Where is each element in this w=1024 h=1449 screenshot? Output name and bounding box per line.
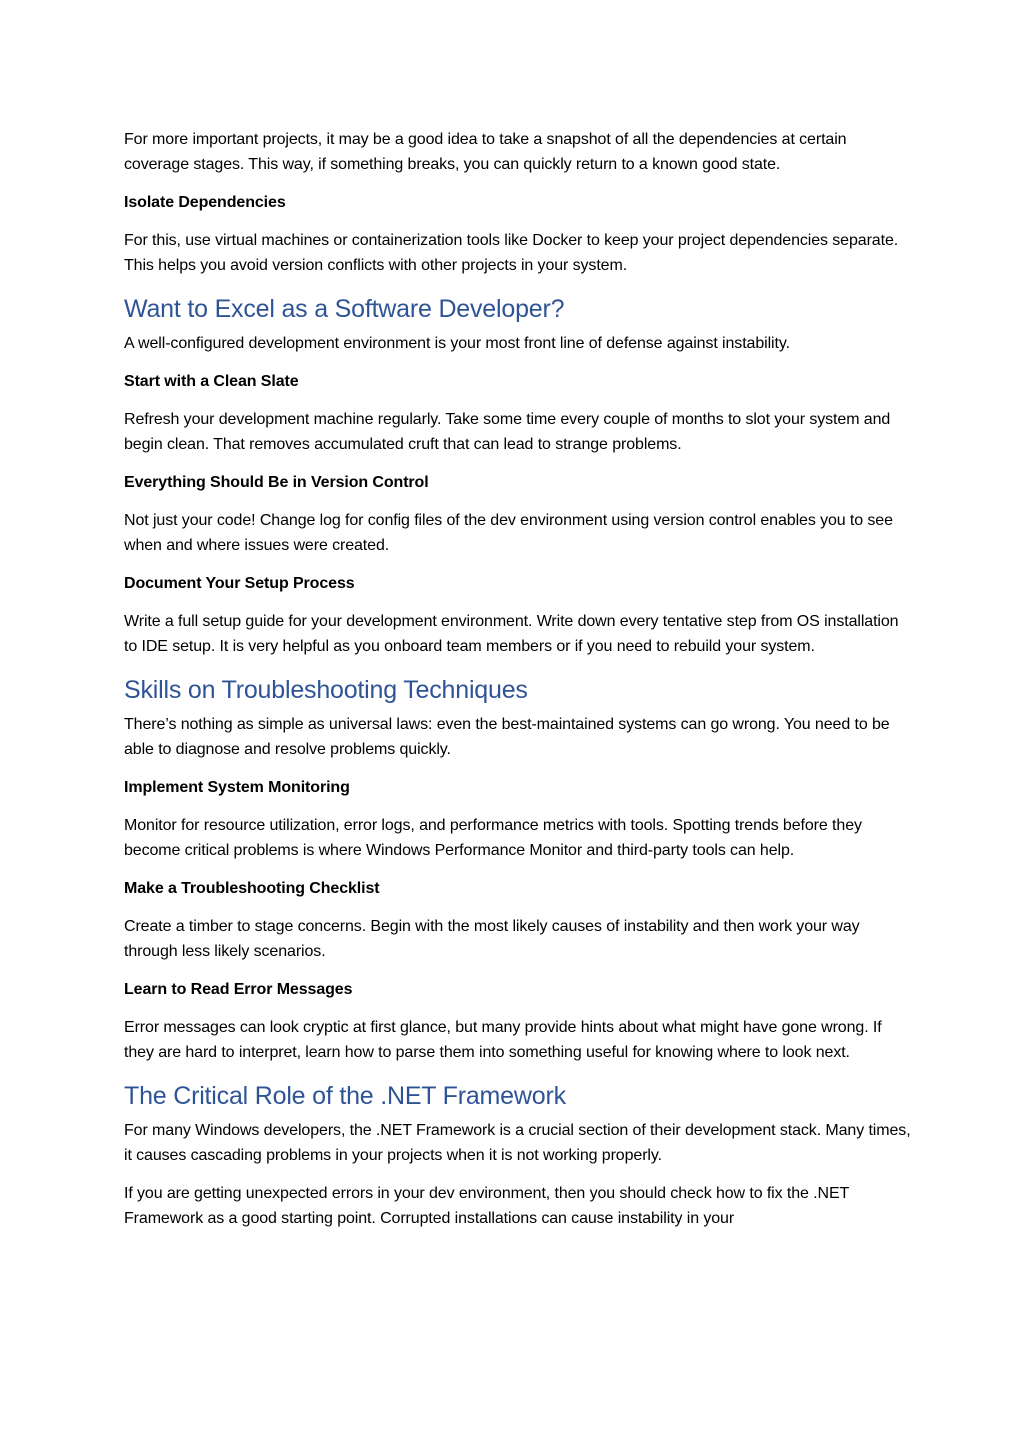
paragraph: Monitor for resource utilization, error logs, and performance metrics with tools. Spotting trends before they become critical problems is where Windows Performance Monitor and third-party tools can help. (124, 817, 862, 859)
paragraph: Create a timber to stage concerns. Begin with the most likely causes of instability and then work your way through less likely scenarios. (124, 918, 860, 960)
subheading: Make a Troubleshooting Checklist (124, 880, 380, 897)
section-heading: Skills on Troubleshooting Techniques (124, 676, 528, 704)
paragraph: Refresh your development machine regularly. Take some time every couple of months to slot your system and begin clean. That removes accumulated cruft that can lead to strange problems. (124, 411, 891, 453)
paragraph: If you are getting unexpected errors in your dev environment, then you should check how to fix the .NET Framework as a good starting point. Corrupted installations can cause instability in your (124, 1185, 849, 1227)
section-heading: Want to Excel as a Software Developer? (124, 295, 565, 323)
subheading: Everything Should Be in Version Control (124, 474, 429, 491)
paragraph: Error messages can look cryptic at first glance, but many provide hints about what might have gone wrong. If they are hard to interpret, learn how to parse them into something useful for knowing where to look next. (124, 1019, 882, 1061)
subheading: Start with a Clean Slate (124, 373, 299, 390)
subheading: Document Your Setup Process (124, 575, 355, 592)
subheading: Learn to Read Error Messages (124, 981, 353, 998)
section-heading: The Critical Role of the .NET Framework (124, 1082, 566, 1110)
paragraph: A well-configured development environment is your most front line of defense against instability. (124, 335, 790, 352)
subheading: Isolate Dependencies (124, 194, 286, 211)
paragraph: Not just your code! Change log for config files of the dev environment using version control enables you to see when and where issues were created. (124, 512, 893, 554)
subheading: Implement System Monitoring (124, 779, 350, 796)
paragraph: There’s nothing as simple as universal laws: even the best-maintained systems can go wrong. You need to be able to diagnose and resolve problems quickly. (124, 716, 890, 758)
paragraph: Write a full setup guide for your development environment. Write down every tentative step from OS installation to IDE setup. It is very helpful as you onboard team members or if you need to rebuild your system. (124, 613, 899, 655)
paragraph: For this, use virtual machines or containerization tools like Docker to keep your project dependencies separate. This helps you avoid version conflicts with other projects in your system. (124, 232, 899, 274)
paragraph: For more important projects, it may be a good idea to take a snapshot of all the dependencies at certain coverage stages. This way, if something breaks, you can quickly return to a known good state. (124, 131, 847, 173)
paragraph: For many Windows developers, the .NET Framework is a crucial section of their development stack. Many times, it causes cascading problems in your projects when it is not working properly. (124, 1122, 911, 1164)
document-page (124, 127, 914, 1244)
